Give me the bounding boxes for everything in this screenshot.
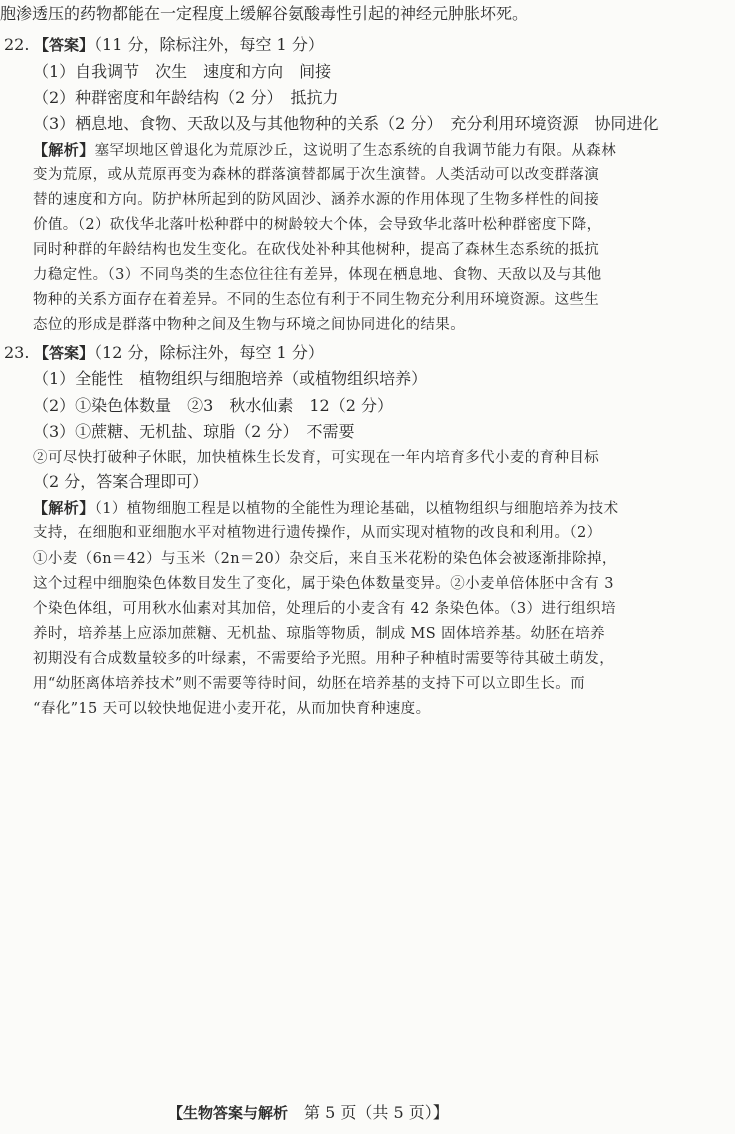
q22-analysis-line-1: 【解析】塞罕坝地区曾退化为荒原沙丘，这说明了生态系统的自我调节能力有限。从森林 xyxy=(33,141,617,159)
q23-answer-4: ②可尽快打破种子休眠，加快植株生长发育，可实现在一年内培育多代小麦的育种目标 xyxy=(33,450,600,466)
q22-analysis-line-8: 态位的形成是群落中物种之间及生物与环境之间协同进化的结果。 xyxy=(33,317,466,333)
q22-analysis-line-7: 物种的关系方面存在着差异。不同的生态位有利于不同生物充分利用环境资源。这些生 xyxy=(33,292,600,308)
q23-answer-note: （12 分，除标注外，每空 1 分） xyxy=(94,343,324,362)
q22-analysis-line-5: 同时种群的年龄结构也发生变化。在砍伐处补种其他树种，提高了森林生态系统的抵抗 xyxy=(33,242,600,258)
q23-analysis-line-3: ①小麦（6n＝42）与玉米（2n＝20）杂交后，来自玉米花粉的染色体会被逐渐排除掉， xyxy=(33,551,617,567)
q23-analysis-line-8: 用“幼胚离体培养技术”则不需要等待时间，幼胚在培养基的支持下可以立即生长。而 xyxy=(33,676,586,692)
q22-answer-header xyxy=(0,33,735,57)
q23-answer-2: （2）①染色体数量 ②3 秋水仙素 12（2 分） xyxy=(33,396,393,415)
q23-answer-header xyxy=(0,341,735,365)
q22-analysis-line-3: 替的速度和方向。防护林所起到的防风固沙、涵养水源的作用体现了生物多样性的间接 xyxy=(33,192,600,208)
q22-answer-1: （1）自我调节 次生 速度和方向 间接 xyxy=(33,62,332,81)
q22-analysis-line-2: 变为荒原，或从荒原再变为森林的群落演替都属于次生演替。人类活动可以改变群落演 xyxy=(33,167,600,183)
q23-analysis-tag: 【解析】 xyxy=(33,499,95,517)
q22-answer-2: （2）种群密度和年龄结构（2 分） 抵抗力 xyxy=(33,88,339,107)
q22-analysis-tag: 【解析】 xyxy=(33,141,95,159)
q23-analysis-line-7: 初期没有合成数量较多的叶绿素，不需要给予光照。用种子种植时需要等待其破土萌发， xyxy=(33,651,615,667)
q23-analysis-line-6: 养时，培养基上应添加蔗糖、无机盐、琼脂等物质，制成 MS 固体培养基。幼胚在培养 xyxy=(33,626,605,642)
q23-analysis-line-1: 【解析】（1）植物细胞工程是以植物的全能性为理论基础，以植物组织与细胞培养为技术 xyxy=(33,499,619,517)
page-footer xyxy=(168,1101,449,1125)
q23-answer-5: （2 分，答案合理即可） xyxy=(33,472,209,491)
footer-page-number: 第 5 页（共 5 页）】 xyxy=(304,1103,449,1122)
q22-answer-note: （11 分，除标注外，每空 1 分） xyxy=(94,35,324,54)
continued-text-line: 胞渗透压的药物都能在一定程度上缓解谷氨酸毒性引起的神经元肿胀坏死。 xyxy=(0,4,529,23)
q23-number: 23. xyxy=(4,343,30,362)
q22-analysis-line-6: 力稳定性。（3）不同鸟类的生态位往往有差异，体现在栖息地、食物、天敌以及与其他 xyxy=(33,267,602,283)
q22-analysis-line-4: 价值。（2）砍伐华北落叶松种群中的树龄较大个体，会导致华北落叶松种群密度下降， xyxy=(33,217,602,233)
q22-number: 22. xyxy=(4,35,30,54)
q23-analysis-line-5: 个染色体组，可用秋水仙素对其加倍，处理后的小麦含有 42 条染色体。（3）进行组织培 xyxy=(33,601,616,617)
q23-analysis-line-4: 这个过程中细胞染色体数目发生了变化，属于染色体数量变异。②小麦单倍体胚中含有 3 xyxy=(33,576,614,592)
q23-answer-3: （3）①蔗糖、无机盐、琼脂（2 分） 不需要 xyxy=(33,422,355,441)
footer-title: 【生物答案与解析 xyxy=(168,1104,289,1122)
q23-answer-tag: 【答案】 xyxy=(34,344,95,362)
q22-answer-3: （3）栖息地、食物、天敌以及与其他物种的关系（2 分） 充分利用环境资源 协同进化 xyxy=(33,114,659,133)
q22-answer-tag: 【答案】 xyxy=(34,36,95,54)
q23-analysis-line-9: “春化”15 天可以较快地促进小麦开花，从而加快育种速度。 xyxy=(33,701,431,717)
q23-analysis-line-2: 支持，在细胞和亚细胞水平对植物进行遗传操作，从而实现对植物的改良和利用。（2） xyxy=(33,525,602,541)
q23-answer-1: （1）全能性 植物组织与细胞培养（或植物组织培养） xyxy=(33,369,428,388)
